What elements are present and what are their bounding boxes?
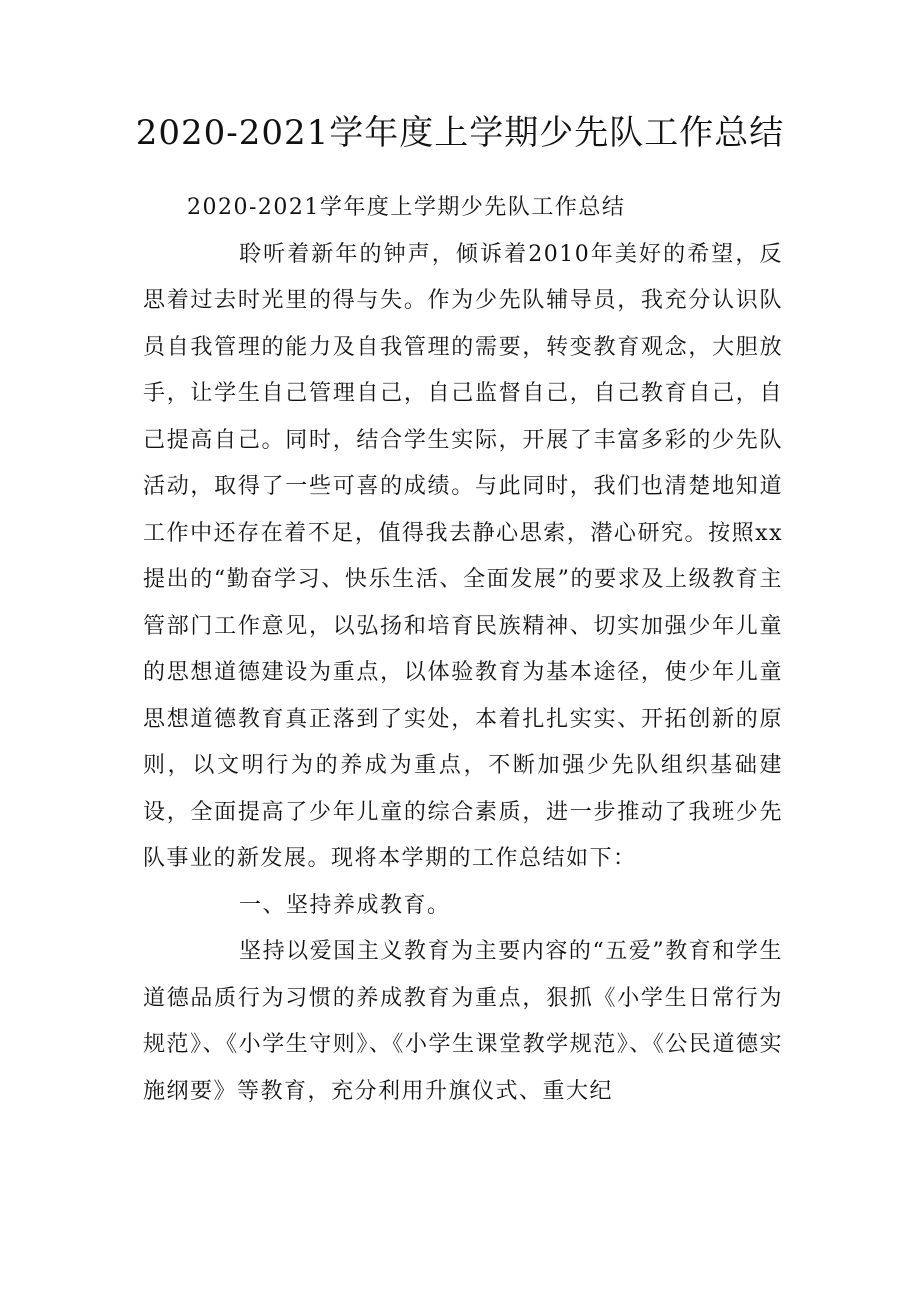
paragraph-section-1: 坚持以爱国主义教育为主要内容的“五爱”教育和学生道德品质行为习惯的养成教育为重点，狠抓《小学生日常行为规范》、《小学生守则》、《小学生课堂教学规范》、《公民道德实施纲要》等教育，充分利用升旗仪式、重大纪 xyxy=(143,939,783,1104)
document-subtitle: 2020-2021学年度上学期少先队工作总结 xyxy=(187,195,626,220)
section-heading-1: 一、坚持养成教育。 xyxy=(239,892,451,918)
paragraph-intro: 聆听着新年的钟声，倾诉着2010年美好的希望，反思着过去时光里的得与失。作为少先队辅导员，我充分认识队员自我管理的能力及自我管理的需要，转变教育观念，大胆放手，让学生自己管理自己，自己监督自己，自己教育自己，自己提高自己。同时，结合学生实际，开展了丰富多彩的少先队活动，取得了一些可喜的成绩。与此同时，我们也清楚地知道工作中还存在着不足，值得我去静心思索，潜心研究。按照xx提出的“勤奋学习、快乐生活、全面发展”的要求及上级教育主管部门工作意见，以弘扬和培育民族精神、切实加强少年儿童的思想道德建设为重点，以体验教育为基本途径，使少年儿童思想道德教育真正落到了实处，本着扎扎实实、开拓创新的原则，以文明行为的养成为重点，不断加强少先队组织基础建设，全面提高了少年儿童的综合素质，进一步推动了我班少先队事业的新发展。现将本学期的工作总结如下： xyxy=(143,241,783,871)
document-body xyxy=(143,185,783,1115)
document-title: 2020-2021学年度上学期少先队工作总结 xyxy=(135,113,785,153)
